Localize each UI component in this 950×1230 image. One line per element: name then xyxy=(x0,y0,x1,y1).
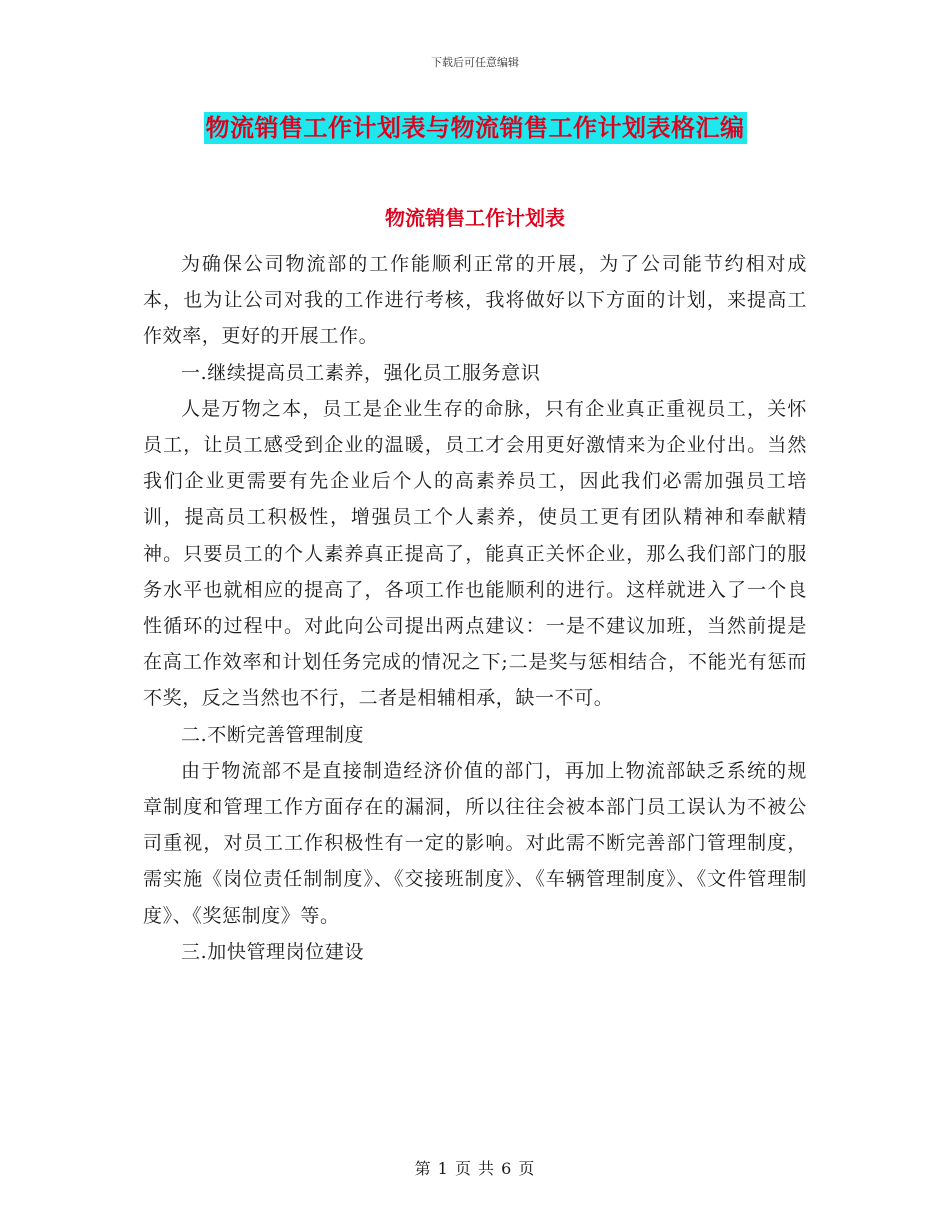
section-title: 物流销售工作计划表 xyxy=(385,206,565,230)
body-paragraph-1: 人是万物之本，员工是企业生存的命脉，只有企业真正重视员工，关怀员工，让员工感受到企业的温暖，员工才会用更好激情来为企业付出。当然我们企业更需要有先企业后个人的高素养员工，因此我们必需加强员工培训，提高员工积极性，增强员工个人素养，使员工更有团队精神和奉献精神。只要员工的个人素养真正提高了，能真正关怀企业，那么我们部门的服务水平也就相应的提高了，各项工作也能顺利的进行。这样就进入了一个良性循环的过程中。对此向公司提出两点建议：一是不建议加班，当然前提是在高工作效率和计划任务完成的情况之下;二是奖与惩相结合，不能光有惩而不奖，反之当然也不行，二者是相辅相承，缺一不可。 xyxy=(143,397,807,710)
heading-point-1: 一.继续提高员工素养，强化员工服务意识 xyxy=(181,361,541,384)
heading-point-2: 二.不断完善管理制度 xyxy=(181,723,365,746)
main-title-container xyxy=(0,112,950,144)
intro-paragraph: 为确保公司物流部的工作能顺利正常的开展，为了公司能节约相对成本，也为让公司对我的工作进行考核，我将做好以下方面的计划，来提高工作效率，更好的开展工作。 xyxy=(143,253,807,348)
page-header-note: 下载后可任意编辑 xyxy=(431,56,519,69)
heading-point-3: 三.加快管理岗位建设 xyxy=(181,940,365,963)
document-body xyxy=(143,246,807,970)
document-main-title: 物流销售工作计划表与物流销售工作计划表格汇编 xyxy=(205,113,745,142)
body-paragraph-2: 由于物流部不是直接制造经济价值的部门，再加上物流部缺乏系统的规章制度和管理工作方面存在的漏洞，所以往往会被本部门员工误认为不被公司重视，对员工工作积极性有一定的影响。对此需不断完善部门管理制度，需实施《岗位责任制制度》、《交接班制度》、《车辆管理制度》、《文件管理制度》、《奖惩制度》等。 xyxy=(143,759,807,927)
page-number-footer: 第 1 页 共 6 页 xyxy=(414,1159,536,1178)
